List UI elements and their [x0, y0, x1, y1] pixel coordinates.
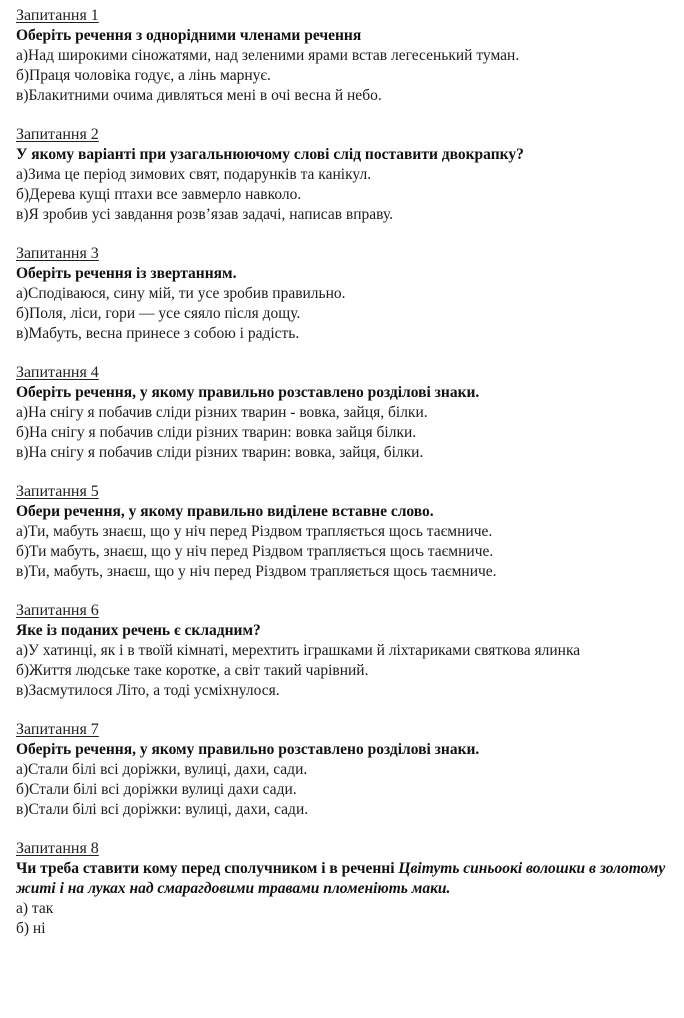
answer-option-a: а)Сподіваюся, сину мій, ти усе зробив правильно. [16, 285, 346, 302]
question-quoted-sentence: Цвітуть синьоокі волошки в золотому житі і на луках над смарагдовими травами пломеніють маки. [16, 860, 666, 897]
question-title: Запитання 7 [16, 721, 99, 738]
question-title: Запитання 4 [16, 364, 99, 381]
question-text: У якому варіанті при узагальнюючому слові слід поставити двокрапку? [16, 146, 524, 163]
answer-option-c: в)Мабуть, весна принесе з собою і радість. [16, 325, 300, 342]
question-title: Запитання 3 [16, 245, 99, 262]
question-text: Оберіть речення з однорідними членами речення [16, 27, 362, 44]
question-title: Запитання 2 [16, 126, 99, 143]
question-title: Запитання 6 [16, 602, 99, 619]
question-text: Чи треба ставити кому перед сполучником і в реченні [16, 860, 395, 877]
quiz-document [16, 6, 680, 958]
answer-option-b: б)Дерева кущі птахи все завмерло навколо. [16, 186, 302, 203]
question-7 [16, 720, 680, 820]
question-title: Запитання 8 [16, 840, 99, 857]
answer-option-b: б)Поля, ліси, гори — усе сяяло після дощу. [16, 305, 301, 322]
question-title: Запитання 5 [16, 483, 99, 500]
question-1 [16, 6, 680, 106]
answer-option-a: а)Ти, мабуть знаєш, що у ніч перед Різдвом трапляється щось таємниче. [16, 523, 493, 540]
answer-option-c: в)Я зробив усі завдання розв’язав задачі, написав вправу. [16, 206, 394, 223]
answer-option-a: а) так [16, 900, 54, 917]
question-text: Оберіть речення, у якому правильно розставлено розділові знаки. [16, 384, 480, 401]
answer-option-c: в)Стали білі всі доріжки: вулиці, дахи, сади. [16, 801, 309, 818]
question-2 [16, 125, 680, 225]
answer-option-a: а)Над широкими сіножатями, над зеленими ярами встав легесенький туман. [16, 47, 520, 64]
answer-option-c: в)Ти, мабуть, знаєш, що у ніч перед Різдвом трапляється щось таємниче. [16, 563, 497, 580]
answer-option-c: в)На снігу я побачив сліди різних тварин: вовка, зайця, білки. [16, 444, 424, 461]
answer-option-b: б)Ти мабуть, знаєш, що у ніч перед Різдвом трапляється щось таємниче. [16, 543, 494, 560]
question-title: Запитання 1 [16, 7, 99, 24]
answer-option-b: б) ні [16, 920, 46, 937]
answer-option-b: б)Праця чоловіка годує, а лінь марнує. [16, 67, 271, 84]
question-text: Яке із поданих речень є складним? [16, 622, 261, 639]
answer-option-a: а)Стали білі всі доріжки, вулиці, дахи, сади. [16, 761, 308, 778]
answer-option-a: а)Зима це період зимових свят, подарунків та канікул. [16, 166, 372, 183]
answer-option-a: а)У хатинці, як і в твоїй кімнаті, мерехтить іграшками й ліхтариками святкова ялинка [16, 642, 581, 659]
answer-option-b: б)Життя людське таке коротке, а світ такий чарівний. [16, 662, 369, 679]
question-text: Оберіть речення, у якому правильно розставлено розділові знаки. [16, 741, 480, 758]
question-3 [16, 244, 680, 344]
answer-option-a: а)На снігу я побачив сліди різних тварин - вовка, зайця, білки. [16, 404, 428, 421]
question-8 [16, 839, 680, 939]
question-text: Обери речення, у якому правильно виділене вставне слово. [16, 503, 434, 520]
question-text-block [16, 859, 676, 899]
question-4 [16, 363, 680, 463]
answer-option-c: в)Блакитними очима дивляться мені в очі весна й небо. [16, 87, 382, 104]
answer-option-b: б)На снігу я побачив сліди різних тварин: вовка зайця білки. [16, 424, 417, 441]
question-text: Оберіть речення із звертанням. [16, 265, 237, 282]
question-6 [16, 601, 680, 701]
question-5 [16, 482, 680, 582]
answer-option-c: в)Засмутилося Літо, а тоді усміхнулося. [16, 682, 280, 699]
answer-option-b: б)Стали білі всі доріжки вулиці дахи сади. [16, 781, 297, 798]
